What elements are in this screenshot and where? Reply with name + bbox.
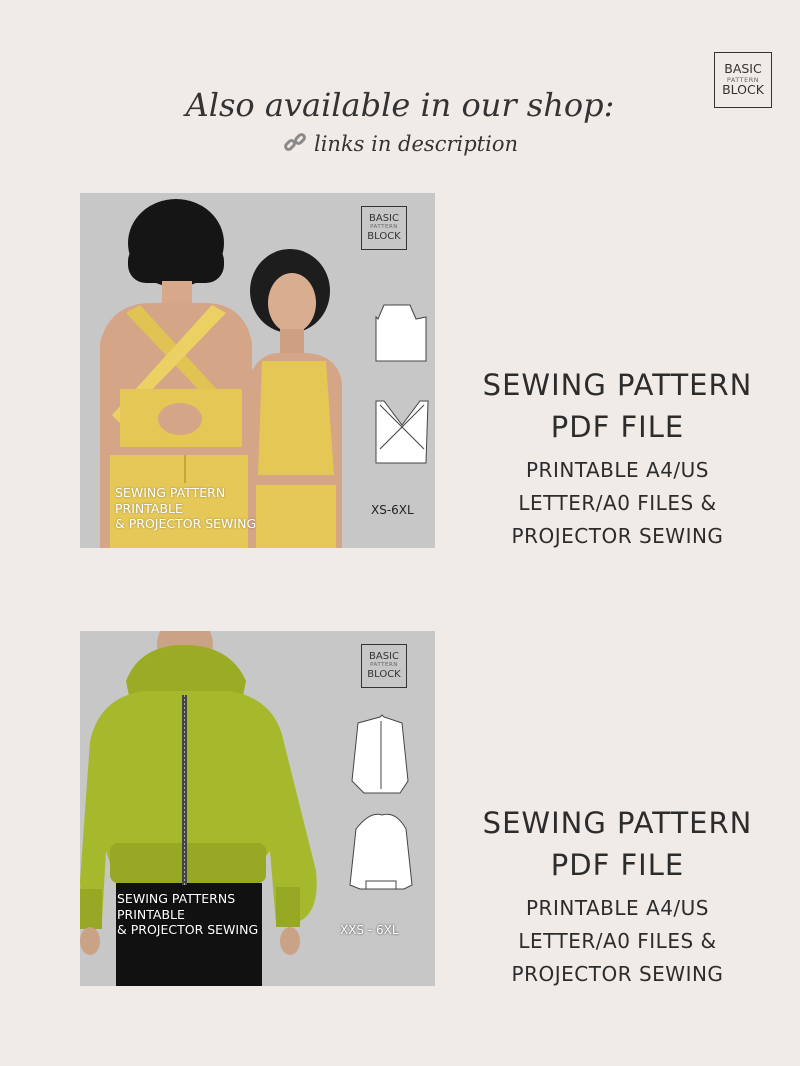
info-desc: PRINTABLE A4/US LETTER/A0 FILES & PROJECTOR SEWING — [511, 896, 724, 986]
product-image-hoodie-jacket[interactable] — [80, 631, 435, 986]
overlay-line-3: & PROJECTOR SEWING — [115, 515, 257, 531]
info-title-1: SEWING PATTERN — [482, 806, 753, 840]
overlay-line-2: PRINTABLE — [115, 501, 183, 517]
subtitle-text: links in description — [314, 132, 518, 156]
logo-line-3: BLOCK — [722, 82, 764, 98]
overlay-title: SEWING PATTERN — [115, 485, 226, 500]
card-logo: BASIC PATTERN BLOCK — [361, 644, 407, 688]
info-desc: PRINTABLE A4/US LETTER/A0 FILES & PROJECTOR SEWING — [511, 458, 724, 548]
product-info-1 — [470, 364, 765, 553]
info-title-1: SEWING PATTERN — [482, 368, 753, 402]
size-range-badge: XS-6XL — [371, 503, 414, 517]
overlay-title: SEWING PATTERNS — [117, 891, 236, 906]
link-icon — [282, 130, 308, 161]
product-image-crossback-top[interactable] — [80, 193, 435, 548]
info-title-2: PDF FILE — [550, 848, 685, 882]
card-overlay-text — [115, 486, 256, 531]
product-info-2 — [470, 802, 765, 991]
size-range-badge: XXS - 6XL — [340, 923, 399, 937]
card-overlay-text — [117, 892, 258, 937]
logo-line-1: BASIC — [724, 61, 762, 77]
overlay-line-3: & PROJECTOR SEWING — [117, 921, 259, 937]
page-title: Also available in our shop: — [185, 86, 615, 124]
info-title-2: PDF FILE — [550, 410, 685, 444]
overlay-line-2: PRINTABLE — [117, 907, 185, 923]
logo-line-2: PATTERN — [726, 75, 760, 84]
page-subtitle — [0, 130, 800, 161]
card-logo: BASIC PATTERN BLOCK — [361, 206, 407, 250]
